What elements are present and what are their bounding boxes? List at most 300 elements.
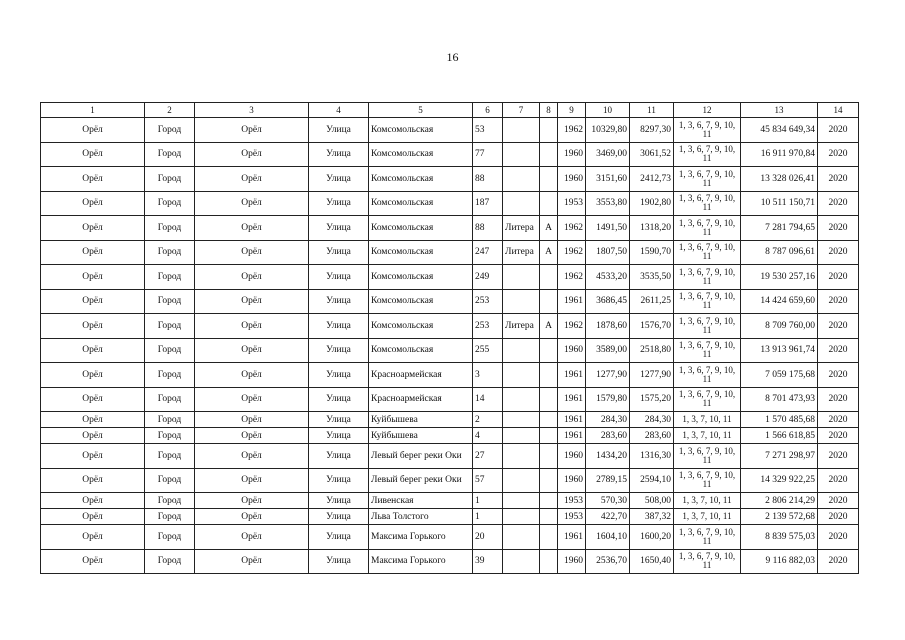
liter-cell — [540, 338, 558, 363]
settlement-cell: Орёл — [195, 338, 309, 363]
living-area-cell: 1575,20 — [630, 387, 674, 412]
total-area-cell: 3151,60 — [586, 167, 630, 192]
cost-cell: 8 787 096,61 — [741, 240, 818, 265]
street-type-cell: Улица — [309, 118, 369, 143]
street-cell: Комсомольская — [369, 142, 473, 167]
street-type-cell: Улица — [309, 314, 369, 339]
street-type-cell: Улица — [309, 363, 369, 388]
region-cell: Орёл — [41, 444, 145, 469]
street-cell: Комсомольская — [369, 338, 473, 363]
cost-cell: 14 424 659,60 — [741, 289, 818, 314]
year-cell: 1953 — [558, 509, 586, 525]
settlement-type-cell: Город — [145, 493, 195, 509]
total-area-cell: 3469,00 — [586, 142, 630, 167]
liter-cell — [540, 509, 558, 525]
works-line: 1, 3, 6, 7, 9, 10, — [678, 119, 736, 130]
year-cell: 1960 — [558, 142, 586, 167]
liter-label-cell — [503, 167, 540, 192]
settlement-type-cell: Город — [145, 167, 195, 192]
column-header: 2 — [145, 103, 195, 118]
liter-cell — [540, 387, 558, 412]
street-cell: Куйбышева — [369, 428, 473, 444]
liter-label-cell — [503, 363, 540, 388]
living-area-cell: 1576,70 — [630, 314, 674, 339]
region-cell: Орёл — [41, 468, 145, 493]
works-cell — [674, 363, 741, 388]
region-cell: Орёл — [41, 549, 145, 574]
house-number-cell: 77 — [473, 142, 503, 167]
table-row — [41, 444, 859, 469]
settlement-cell: Орёл — [195, 167, 309, 192]
total-area-cell: 570,30 — [586, 493, 630, 509]
living-area-cell: 1277,90 — [630, 363, 674, 388]
works-line: 1, 3, 6, 7, 9, 10, — [678, 551, 736, 562]
street-type-cell: Улица — [309, 468, 369, 493]
cost-cell: 8 709 760,00 — [741, 314, 818, 339]
house-number-cell: 53 — [473, 118, 503, 143]
settlement-type-cell: Город — [145, 314, 195, 339]
year-cell: 1962 — [558, 240, 586, 265]
year-cell: 1962 — [558, 265, 586, 290]
settlement-cell: Орёл — [195, 216, 309, 241]
works-line: 1, 3, 6, 7, 9, 10, — [678, 445, 736, 456]
works-cell — [674, 412, 741, 428]
year-cell: 1960 — [558, 549, 586, 574]
works-cell — [674, 468, 741, 493]
region-cell: Орёл — [41, 191, 145, 216]
year-cell: 1961 — [558, 412, 586, 428]
liter-label-cell — [503, 191, 540, 216]
liter-label-cell — [503, 549, 540, 574]
works-line: 1, 3, 6, 7, 9, 10, — [678, 340, 736, 351]
works-line: 1, 3, 7, 10, 11 — [682, 511, 732, 521]
works-cell — [674, 444, 741, 469]
cost-cell: 7 059 175,68 — [741, 363, 818, 388]
table-row — [41, 428, 859, 444]
total-area-cell: 1878,60 — [586, 314, 630, 339]
year-cell: 1961 — [558, 428, 586, 444]
liter-label-cell: Литера — [503, 314, 540, 339]
table-row — [41, 191, 859, 216]
column-header: 14 — [818, 103, 859, 118]
liter-cell — [540, 412, 558, 428]
column-header: 5 — [369, 103, 473, 118]
plan-year-cell: 2020 — [818, 493, 859, 509]
settlement-cell: Орёл — [195, 444, 309, 469]
street-cell: Комсомольская — [369, 118, 473, 143]
settlement-type-cell: Город — [145, 363, 195, 388]
settlement-cell: Орёл — [195, 265, 309, 290]
house-number-cell: 4 — [473, 428, 503, 444]
street-cell: Левый берег реки Оки — [369, 444, 473, 469]
works-line: 1, 3, 6, 7, 9, 10, — [678, 193, 736, 204]
street-type-cell: Улица — [309, 493, 369, 509]
works-line: 1, 3, 6, 7, 9, 10, — [678, 291, 736, 302]
house-number-cell: 3 — [473, 363, 503, 388]
settlement-type-cell: Город — [145, 240, 195, 265]
table-row — [41, 525, 859, 550]
living-area-cell: 3535,50 — [630, 265, 674, 290]
works-line: 1, 3, 6, 7, 9, 10, — [678, 168, 736, 179]
works-cell — [674, 314, 741, 339]
liter-cell: А — [540, 216, 558, 241]
table-row — [41, 216, 859, 241]
region-cell: Орёл — [41, 493, 145, 509]
works-cell — [674, 525, 741, 550]
works-line: 11 — [702, 177, 712, 188]
total-area-cell: 283,60 — [586, 428, 630, 444]
liter-label-cell: Литера — [503, 240, 540, 265]
year-cell: 1961 — [558, 289, 586, 314]
plan-year-cell: 2020 — [818, 191, 859, 216]
column-header: 3 — [195, 103, 309, 118]
region-cell: Орёл — [41, 240, 145, 265]
street-cell: Комсомольская — [369, 191, 473, 216]
street-cell: Комсомольская — [369, 265, 473, 290]
works-cell — [674, 118, 741, 143]
liter-cell — [540, 468, 558, 493]
column-header: 10 — [586, 103, 630, 118]
cost-cell: 2 806 214,29 — [741, 493, 818, 509]
liter-cell — [540, 549, 558, 574]
cost-cell: 10 511 150,71 — [741, 191, 818, 216]
liter-cell — [540, 289, 558, 314]
living-area-cell: 283,60 — [630, 428, 674, 444]
region-cell: Орёл — [41, 289, 145, 314]
settlement-cell: Орёл — [195, 240, 309, 265]
year-cell: 1961 — [558, 387, 586, 412]
liter-cell — [540, 167, 558, 192]
column-header: 6 — [473, 103, 503, 118]
liter-label-cell: Литера — [503, 216, 540, 241]
liter-label-cell — [503, 265, 540, 290]
street-type-cell: Улица — [309, 289, 369, 314]
street-cell: Комсомольская — [369, 167, 473, 192]
works-line: 1, 3, 6, 7, 9, 10, — [678, 144, 736, 155]
settlement-cell: Орёл — [195, 142, 309, 167]
cost-cell: 8 839 575,03 — [741, 525, 818, 550]
works-line: 11 — [702, 202, 712, 213]
street-type-cell: Улица — [309, 338, 369, 363]
street-cell: Комсомольская — [369, 216, 473, 241]
settlement-type-cell: Город — [145, 142, 195, 167]
housing-table — [40, 102, 859, 574]
plan-year-cell: 2020 — [818, 468, 859, 493]
liter-cell — [540, 444, 558, 469]
table-row — [41, 240, 859, 265]
street-type-cell: Улица — [309, 444, 369, 469]
cost-cell: 8 701 473,93 — [741, 387, 818, 412]
column-header: 8 — [540, 103, 558, 118]
settlement-type-cell: Город — [145, 525, 195, 550]
settlement-type-cell: Город — [145, 412, 195, 428]
total-area-cell: 1807,50 — [586, 240, 630, 265]
year-cell: 1961 — [558, 363, 586, 388]
works-line: 11 — [702, 479, 712, 490]
works-cell — [674, 549, 741, 574]
settlement-type-cell: Город — [145, 428, 195, 444]
works-line: 1, 3, 6, 7, 9, 10, — [678, 315, 736, 326]
year-cell: 1962 — [558, 118, 586, 143]
region-cell: Орёл — [41, 167, 145, 192]
plan-year-cell: 2020 — [818, 142, 859, 167]
table-row — [41, 167, 859, 192]
region-cell: Орёл — [41, 412, 145, 428]
street-cell: Ливенская — [369, 493, 473, 509]
street-type-cell: Улица — [309, 167, 369, 192]
column-header: 11 — [630, 103, 674, 118]
street-cell: Максима Горького — [369, 525, 473, 550]
works-cell — [674, 216, 741, 241]
total-area-cell: 284,30 — [586, 412, 630, 428]
year-cell: 1960 — [558, 444, 586, 469]
works-cell — [674, 493, 741, 509]
cost-cell: 45 834 649,34 — [741, 118, 818, 143]
region-cell: Орёл — [41, 265, 145, 290]
living-area-cell: 8297,30 — [630, 118, 674, 143]
plan-year-cell: 2020 — [818, 265, 859, 290]
table-row — [41, 363, 859, 388]
works-line: 11 — [702, 275, 712, 286]
house-number-cell: 249 — [473, 265, 503, 290]
total-area-cell: 3589,00 — [586, 338, 630, 363]
year-cell: 1962 — [558, 314, 586, 339]
settlement-cell: Орёл — [195, 191, 309, 216]
works-line: 1, 3, 6, 7, 9, 10, — [678, 266, 736, 277]
works-line: 1, 3, 6, 7, 9, 10, — [678, 242, 736, 253]
liter-label-cell — [503, 387, 540, 412]
works-line: 11 — [702, 349, 712, 360]
plan-year-cell: 2020 — [818, 549, 859, 574]
region-cell: Орёл — [41, 428, 145, 444]
settlement-cell: Орёл — [195, 509, 309, 525]
works-cell — [674, 338, 741, 363]
total-area-cell: 422,70 — [586, 509, 630, 525]
living-area-cell: 2611,25 — [630, 289, 674, 314]
column-header: 13 — [741, 103, 818, 118]
works-cell — [674, 191, 741, 216]
street-type-cell: Улица — [309, 525, 369, 550]
works-cell — [674, 428, 741, 444]
region-cell: Орёл — [41, 509, 145, 525]
table-row — [41, 289, 859, 314]
living-area-cell: 508,00 — [630, 493, 674, 509]
street-type-cell: Улица — [309, 412, 369, 428]
works-line: 11 — [702, 128, 712, 139]
living-area-cell: 2412,73 — [630, 167, 674, 192]
column-header: 1 — [41, 103, 145, 118]
plan-year-cell: 2020 — [818, 240, 859, 265]
liter-cell: А — [540, 240, 558, 265]
cost-cell: 1 570 485,68 — [741, 412, 818, 428]
table-row — [41, 468, 859, 493]
total-area-cell: 1491,50 — [586, 216, 630, 241]
liter-label-cell — [503, 412, 540, 428]
liter-cell — [540, 428, 558, 444]
cost-cell: 19 530 257,16 — [741, 265, 818, 290]
settlement-cell: Орёл — [195, 525, 309, 550]
column-header: 4 — [309, 103, 369, 118]
house-number-cell: 27 — [473, 444, 503, 469]
liter-label-cell — [503, 142, 540, 167]
works-line: 1, 3, 6, 7, 9, 10, — [678, 217, 736, 228]
living-area-cell: 1316,30 — [630, 444, 674, 469]
plan-year-cell: 2020 — [818, 216, 859, 241]
works-line: 11 — [702, 251, 712, 262]
liter-label-cell — [503, 338, 540, 363]
house-number-cell: 2 — [473, 412, 503, 428]
liter-cell — [540, 191, 558, 216]
year-cell: 1960 — [558, 468, 586, 493]
street-type-cell: Улица — [309, 265, 369, 290]
settlement-type-cell: Город — [145, 509, 195, 525]
settlement-cell: Орёл — [195, 493, 309, 509]
plan-year-cell: 2020 — [818, 387, 859, 412]
plan-year-cell: 2020 — [818, 525, 859, 550]
works-line: 1, 3, 6, 7, 9, 10, — [678, 364, 736, 375]
living-area-cell: 1600,20 — [630, 525, 674, 550]
liter-label-cell — [503, 289, 540, 314]
works-line: 1, 3, 6, 7, 9, 10, — [678, 470, 736, 481]
street-cell: Левый берег реки Оки — [369, 468, 473, 493]
works-line: 11 — [702, 560, 712, 571]
settlement-type-cell: Город — [145, 338, 195, 363]
plan-year-cell: 2020 — [818, 314, 859, 339]
works-line: 1, 3, 6, 7, 9, 10, — [678, 526, 736, 537]
year-cell: 1962 — [558, 216, 586, 241]
house-number-cell: 255 — [473, 338, 503, 363]
year-cell: 1960 — [558, 167, 586, 192]
house-number-cell: 14 — [473, 387, 503, 412]
works-line: 1, 3, 7, 10, 11 — [682, 430, 732, 440]
house-number-cell: 20 — [473, 525, 503, 550]
liter-label-cell — [503, 525, 540, 550]
region-cell: Орёл — [41, 338, 145, 363]
street-cell: Льва Толстого — [369, 509, 473, 525]
cost-cell: 13 328 026,41 — [741, 167, 818, 192]
cost-cell: 13 913 961,74 — [741, 338, 818, 363]
table-row — [41, 412, 859, 428]
liter-label-cell — [503, 468, 540, 493]
liter-cell — [540, 118, 558, 143]
total-area-cell: 4533,20 — [586, 265, 630, 290]
house-number-cell: 57 — [473, 468, 503, 493]
year-cell: 1953 — [558, 493, 586, 509]
works-line: 11 — [702, 398, 712, 409]
liter-cell — [540, 363, 558, 388]
living-area-cell: 2518,80 — [630, 338, 674, 363]
settlement-cell: Орёл — [195, 412, 309, 428]
street-type-cell: Улица — [309, 509, 369, 525]
total-area-cell: 1604,10 — [586, 525, 630, 550]
works-line: 11 — [702, 373, 712, 384]
region-cell: Орёл — [41, 387, 145, 412]
cost-cell: 2 139 572,68 — [741, 509, 818, 525]
works-line: 1, 3, 7, 10, 11 — [682, 414, 732, 424]
liter-label-cell — [503, 428, 540, 444]
cost-cell: 16 911 970,84 — [741, 142, 818, 167]
house-number-cell: 1 — [473, 509, 503, 525]
street-cell: Комсомольская — [369, 289, 473, 314]
settlement-cell: Орёл — [195, 118, 309, 143]
table-row — [41, 118, 859, 143]
table-row — [41, 314, 859, 339]
table-row — [41, 387, 859, 412]
plan-year-cell: 2020 — [818, 289, 859, 314]
cost-cell: 7 271 298,97 — [741, 444, 818, 469]
settlement-type-cell: Город — [145, 289, 195, 314]
works-line: 11 — [702, 300, 712, 311]
street-cell: Красноармейская — [369, 387, 473, 412]
street-type-cell: Улица — [309, 142, 369, 167]
column-header: 9 — [558, 103, 586, 118]
works-cell — [674, 387, 741, 412]
street-type-cell: Улица — [309, 216, 369, 241]
column-header: 7 — [503, 103, 540, 118]
street-type-cell: Улица — [309, 387, 369, 412]
settlement-type-cell: Город — [145, 118, 195, 143]
works-line: 1, 3, 7, 10, 11 — [682, 495, 732, 505]
page-number: 16 — [446, 50, 459, 64]
living-area-cell: 3061,52 — [630, 142, 674, 167]
settlement-type-cell: Город — [145, 387, 195, 412]
house-number-cell: 88 — [473, 167, 503, 192]
settlement-type-cell: Город — [145, 191, 195, 216]
settlement-type-cell: Город — [145, 549, 195, 574]
house-number-cell: 1 — [473, 493, 503, 509]
year-cell: 1953 — [558, 191, 586, 216]
total-area-cell: 1277,90 — [586, 363, 630, 388]
settlement-cell: Орёл — [195, 387, 309, 412]
living-area-cell: 1902,80 — [630, 191, 674, 216]
total-area-cell: 1579,80 — [586, 387, 630, 412]
table-row — [41, 142, 859, 167]
table-row — [41, 509, 859, 525]
living-area-cell: 284,30 — [630, 412, 674, 428]
street-cell: Комсомольская — [369, 314, 473, 339]
house-number-cell: 247 — [473, 240, 503, 265]
works-cell — [674, 289, 741, 314]
plan-year-cell: 2020 — [818, 412, 859, 428]
liter-cell — [540, 265, 558, 290]
street-cell: Красноармейская — [369, 363, 473, 388]
liter-cell: А — [540, 314, 558, 339]
settlement-type-cell: Город — [145, 265, 195, 290]
liter-label-cell — [503, 493, 540, 509]
settlement-type-cell: Город — [145, 468, 195, 493]
cost-cell: 7 281 794,65 — [741, 216, 818, 241]
works-cell — [674, 240, 741, 265]
total-area-cell: 3686,45 — [586, 289, 630, 314]
region-cell: Орёл — [41, 216, 145, 241]
region-cell: Орёл — [41, 525, 145, 550]
works-line: 11 — [702, 226, 712, 237]
table-row — [41, 493, 859, 509]
plan-year-cell: 2020 — [818, 509, 859, 525]
living-area-cell: 1318,20 — [630, 216, 674, 241]
plan-year-cell: 2020 — [818, 363, 859, 388]
settlement-cell: Орёл — [195, 314, 309, 339]
settlement-cell: Орёл — [195, 468, 309, 493]
total-area-cell: 3553,80 — [586, 191, 630, 216]
table-row — [41, 549, 859, 574]
year-cell: 1960 — [558, 338, 586, 363]
cost-cell: 9 116 882,03 — [741, 549, 818, 574]
house-number-cell: 187 — [473, 191, 503, 216]
plan-year-cell: 2020 — [818, 444, 859, 469]
settlement-cell: Орёл — [195, 289, 309, 314]
plan-year-cell: 2020 — [818, 167, 859, 192]
